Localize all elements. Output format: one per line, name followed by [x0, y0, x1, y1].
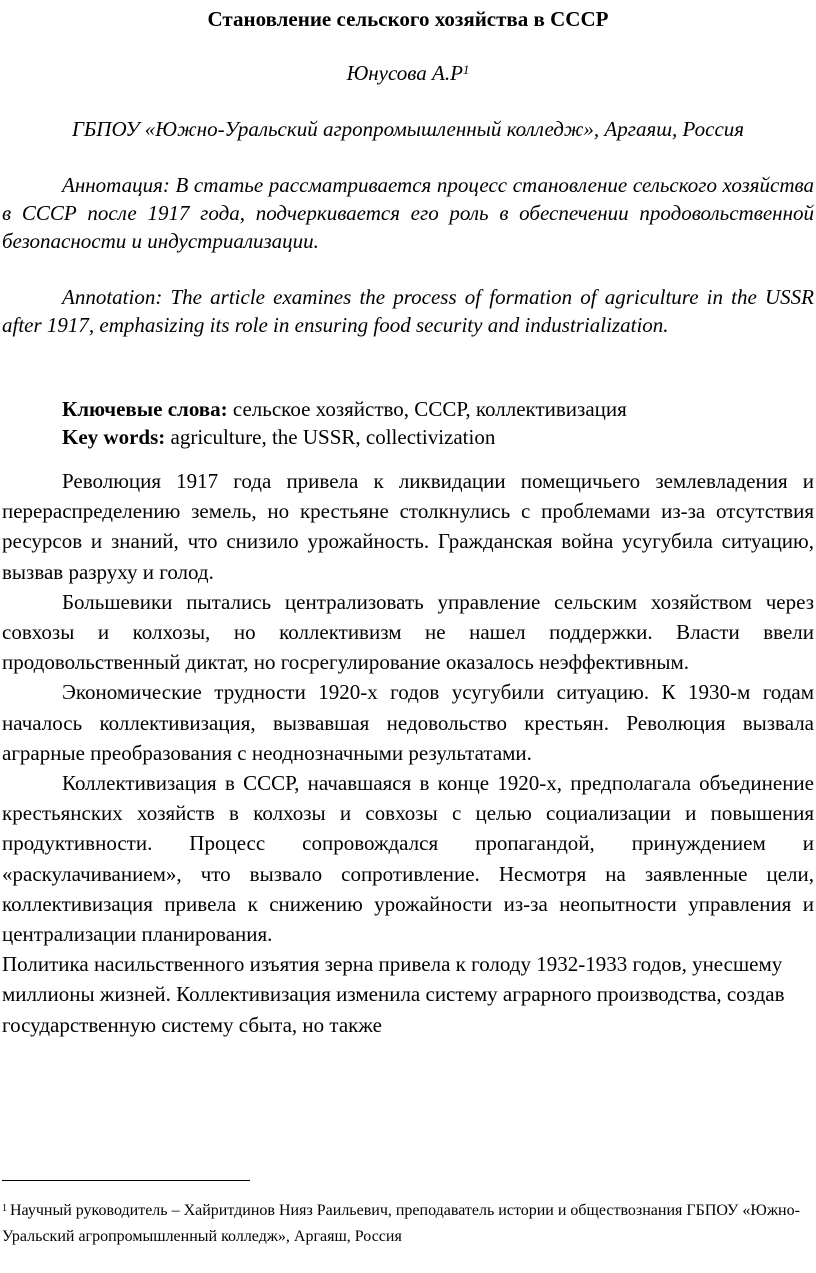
footnote-divider — [2, 1180, 250, 1181]
body-paragraph: Экономические трудности 1920-х годов усугубили ситуацию. К 1930-м годам началось коллективизация, вызвавшая недовольство крестьян. Революция вызвала аграрные преобразования с неоднозначными результатами. — [2, 680, 814, 765]
body-paragraph: Большевики пытались централизовать управление сельским хозяйством через совхозы и колхозы, но коллективизм не нашел поддержки. Власти ввели продовольственный диктат, но госрегулирование оказалось неэффективным. — [2, 589, 814, 675]
article-body — [2, 466, 814, 1040]
keywords-en-value: agriculture, the USSR, collectivization — [165, 425, 496, 449]
author-line — [0, 60, 816, 86]
article-title: Становление сельского хозяйства в СССР — [207, 7, 609, 31]
annotation-en: Annotation: The article examines the process of formation of agriculture in the USSR after 1917, emphasizing its role in ensuring food security and industrialization. — [2, 285, 814, 337]
footnote-mark: 1 — [2, 1203, 7, 1214]
body-paragraph: Коллективизация в СССР, начавшаяся в конце 1920-х, предполагала объединение крестьянских хозяйств в колхозы и совхозы с целью социализации и повышения продуктивности. Процесс сопровождался пропагандой, принуждением и «раскулачиванием», что вызвало сопротивление. Несмотря на заявленные цели, коллективизация привела к снижению урожайности из-за неопытности управления и централизации планирования. — [2, 771, 814, 947]
keywords-ru — [62, 395, 627, 423]
keywords-en — [62, 423, 495, 451]
footnote-text: Научный руководитель – Хайритдинов Нияз Раильевич, преподаватель истории и обществознания ГБПОУ «Южно-Уральский агропромышленный колледж», Аргаяш, Россия — [2, 1202, 800, 1245]
body-paragraph: Политика насильственного изъятия зерна привела к голоду 1932-1933 годов, унесшему миллионы жизней. Коллективизация изменила систему аграрного производства, создав государственную систему сбыта, но также — [2, 952, 785, 1037]
keywords-ru-value: сельское хозяйство, СССР, коллективизация — [227, 397, 627, 421]
keywords-en-label: Key words: — [62, 425, 166, 449]
footnote-reference[interactable]: 1 — [462, 62, 470, 77]
body-paragraph: Революция 1917 года привела к ликвидации помещичьего землевладения и перераспределению земель, но крестьяне столкнулись с проблемами из-за отсутствия ресурсов и знаний, что снизило урожайность. Гражданская война усугубила ситуацию, вызвав разруху и голод. — [2, 469, 814, 584]
footnote — [2, 1198, 802, 1250]
organization-line: ГБПОУ «Южно-Уральский агропромышленный колледж», Аргаяш, Россия — [71, 117, 745, 141]
author-name: Юнусова А.Р — [346, 61, 463, 85]
annotation-ru: Аннотация: В статье рассматривается процесс становление сельского хозяйства в СССР после 1917 года, подчеркивается его роль в обеспечении продовольственной безопасности и индустриализации. — [2, 173, 814, 253]
keywords-ru-label: Ключевые слова: — [62, 397, 228, 421]
